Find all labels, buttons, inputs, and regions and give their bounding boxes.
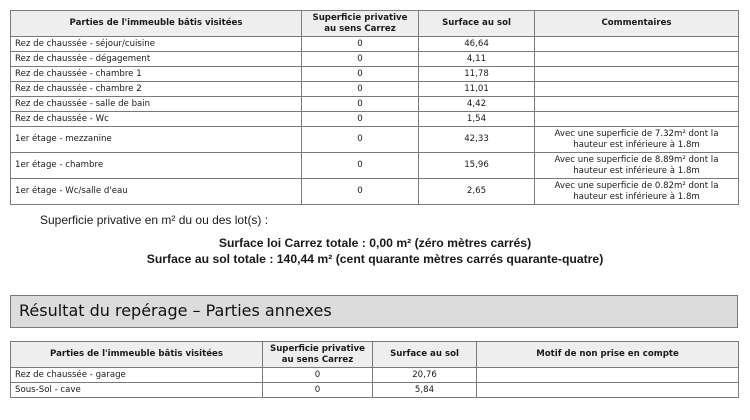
header-parties: Parties de l'immeuble bâtis visitées — [11, 342, 263, 368]
cell-commentaire — [535, 37, 739, 52]
cell-partie: Sous-Sol - cave — [11, 383, 263, 398]
cell-commentaire — [535, 97, 739, 112]
cell-sol: 1,54 — [419, 112, 535, 127]
cell-commentaire — [535, 67, 739, 82]
annex-section-title: Résultat du repérage – Parties annexes — [19, 301, 332, 320]
cell-motif — [477, 383, 739, 398]
header-commentaires: Commentaires — [535, 11, 739, 37]
cell-carrez: 0 — [263, 368, 373, 383]
annex-table — [10, 341, 739, 398]
table-row — [11, 52, 739, 67]
cell-sol: 11,01 — [419, 82, 535, 97]
header-carrez: Superficie privative au sens Carrez — [263, 342, 373, 368]
table-row — [11, 82, 739, 97]
table-row — [11, 67, 739, 82]
cell-carrez: 0 — [302, 112, 419, 127]
table-row — [11, 97, 739, 112]
cell-partie: 1er étage - mezzanine — [11, 127, 302, 153]
cell-commentaire — [535, 112, 739, 127]
cell-commentaire — [535, 82, 739, 97]
header-carrez: Superficie privative au sens Carrez — [302, 11, 419, 37]
cell-partie: Rez de chaussée - séjour/cuisine — [11, 37, 302, 52]
cell-sol: 46,64 — [419, 37, 535, 52]
cell-partie: Rez de chaussée - garage — [11, 368, 263, 383]
cell-sol: 5,84 — [373, 383, 477, 398]
cell-carrez: 0 — [302, 67, 419, 82]
surface-summary-label: Superficie privative en m² du ou des lot(s) : — [40, 213, 269, 227]
table-row — [11, 153, 739, 179]
annex-section-header — [10, 295, 738, 328]
header-motif: Motif de non prise en compte — [477, 342, 739, 368]
cell-partie: Rez de chaussée - salle de bain — [11, 97, 302, 112]
cell-commentaire: Avec une superficie de 0.82m² dont la hauteur est inférieure à 1.8m — [535, 179, 739, 205]
cell-sol: 20,76 — [373, 368, 477, 383]
header-surface-sol: Surface au sol — [419, 11, 535, 37]
table-row — [11, 112, 739, 127]
cell-sol: 4,11 — [419, 52, 535, 67]
cell-carrez: 0 — [263, 383, 373, 398]
table-row — [11, 127, 739, 153]
cell-carrez: 0 — [302, 37, 419, 52]
cell-sol: 2,65 — [419, 179, 535, 205]
cell-sol: 4,42 — [419, 97, 535, 112]
sol-total: Surface au sol totale : 140,44 m² (cent quarante mètres carrés quarante-quatre) — [146, 252, 604, 266]
cell-carrez: 0 — [302, 52, 419, 67]
cell-carrez: 0 — [302, 127, 419, 153]
cell-sol: 11,78 — [419, 67, 535, 82]
cell-commentaire: Avec une superficie de 8.89m² dont la hauteur est inférieure à 1.8m — [535, 153, 739, 179]
carrez-total: Surface loi Carrez totale : 0,00 m² (zéro mètres carrés) — [218, 236, 532, 250]
table-header-row — [11, 11, 739, 37]
table-row — [11, 37, 739, 52]
cell-partie: Rez de chaussée - chambre 1 — [11, 67, 302, 82]
cell-carrez: 0 — [302, 82, 419, 97]
cell-commentaire — [535, 52, 739, 67]
cell-carrez: 0 — [302, 153, 419, 179]
cell-sol: 15,96 — [419, 153, 535, 179]
cell-sol: 42,33 — [419, 127, 535, 153]
table-row — [11, 179, 739, 205]
header-parties: Parties de l'immeuble bâtis visitées — [11, 11, 302, 37]
cell-partie: Rez de chaussée - chambre 2 — [11, 82, 302, 97]
cell-carrez: 0 — [302, 179, 419, 205]
cell-partie: 1er étage - chambre — [11, 153, 302, 179]
cell-carrez: 0 — [302, 97, 419, 112]
cell-partie: Rez de chaussée - dégagement — [11, 52, 302, 67]
cell-motif — [477, 368, 739, 383]
table-header-row — [11, 342, 739, 368]
table-row — [11, 383, 739, 398]
cell-partie: Rez de chaussée - Wc — [11, 112, 302, 127]
surface-table — [10, 10, 739, 205]
header-surface-sol: Surface au sol — [373, 342, 477, 368]
table-row — [11, 368, 739, 383]
cell-partie: 1er étage - Wc/salle d'eau — [11, 179, 302, 205]
cell-commentaire: Avec une superficie de 7.32m² dont la hauteur est inférieure à 1.8m — [535, 127, 739, 153]
